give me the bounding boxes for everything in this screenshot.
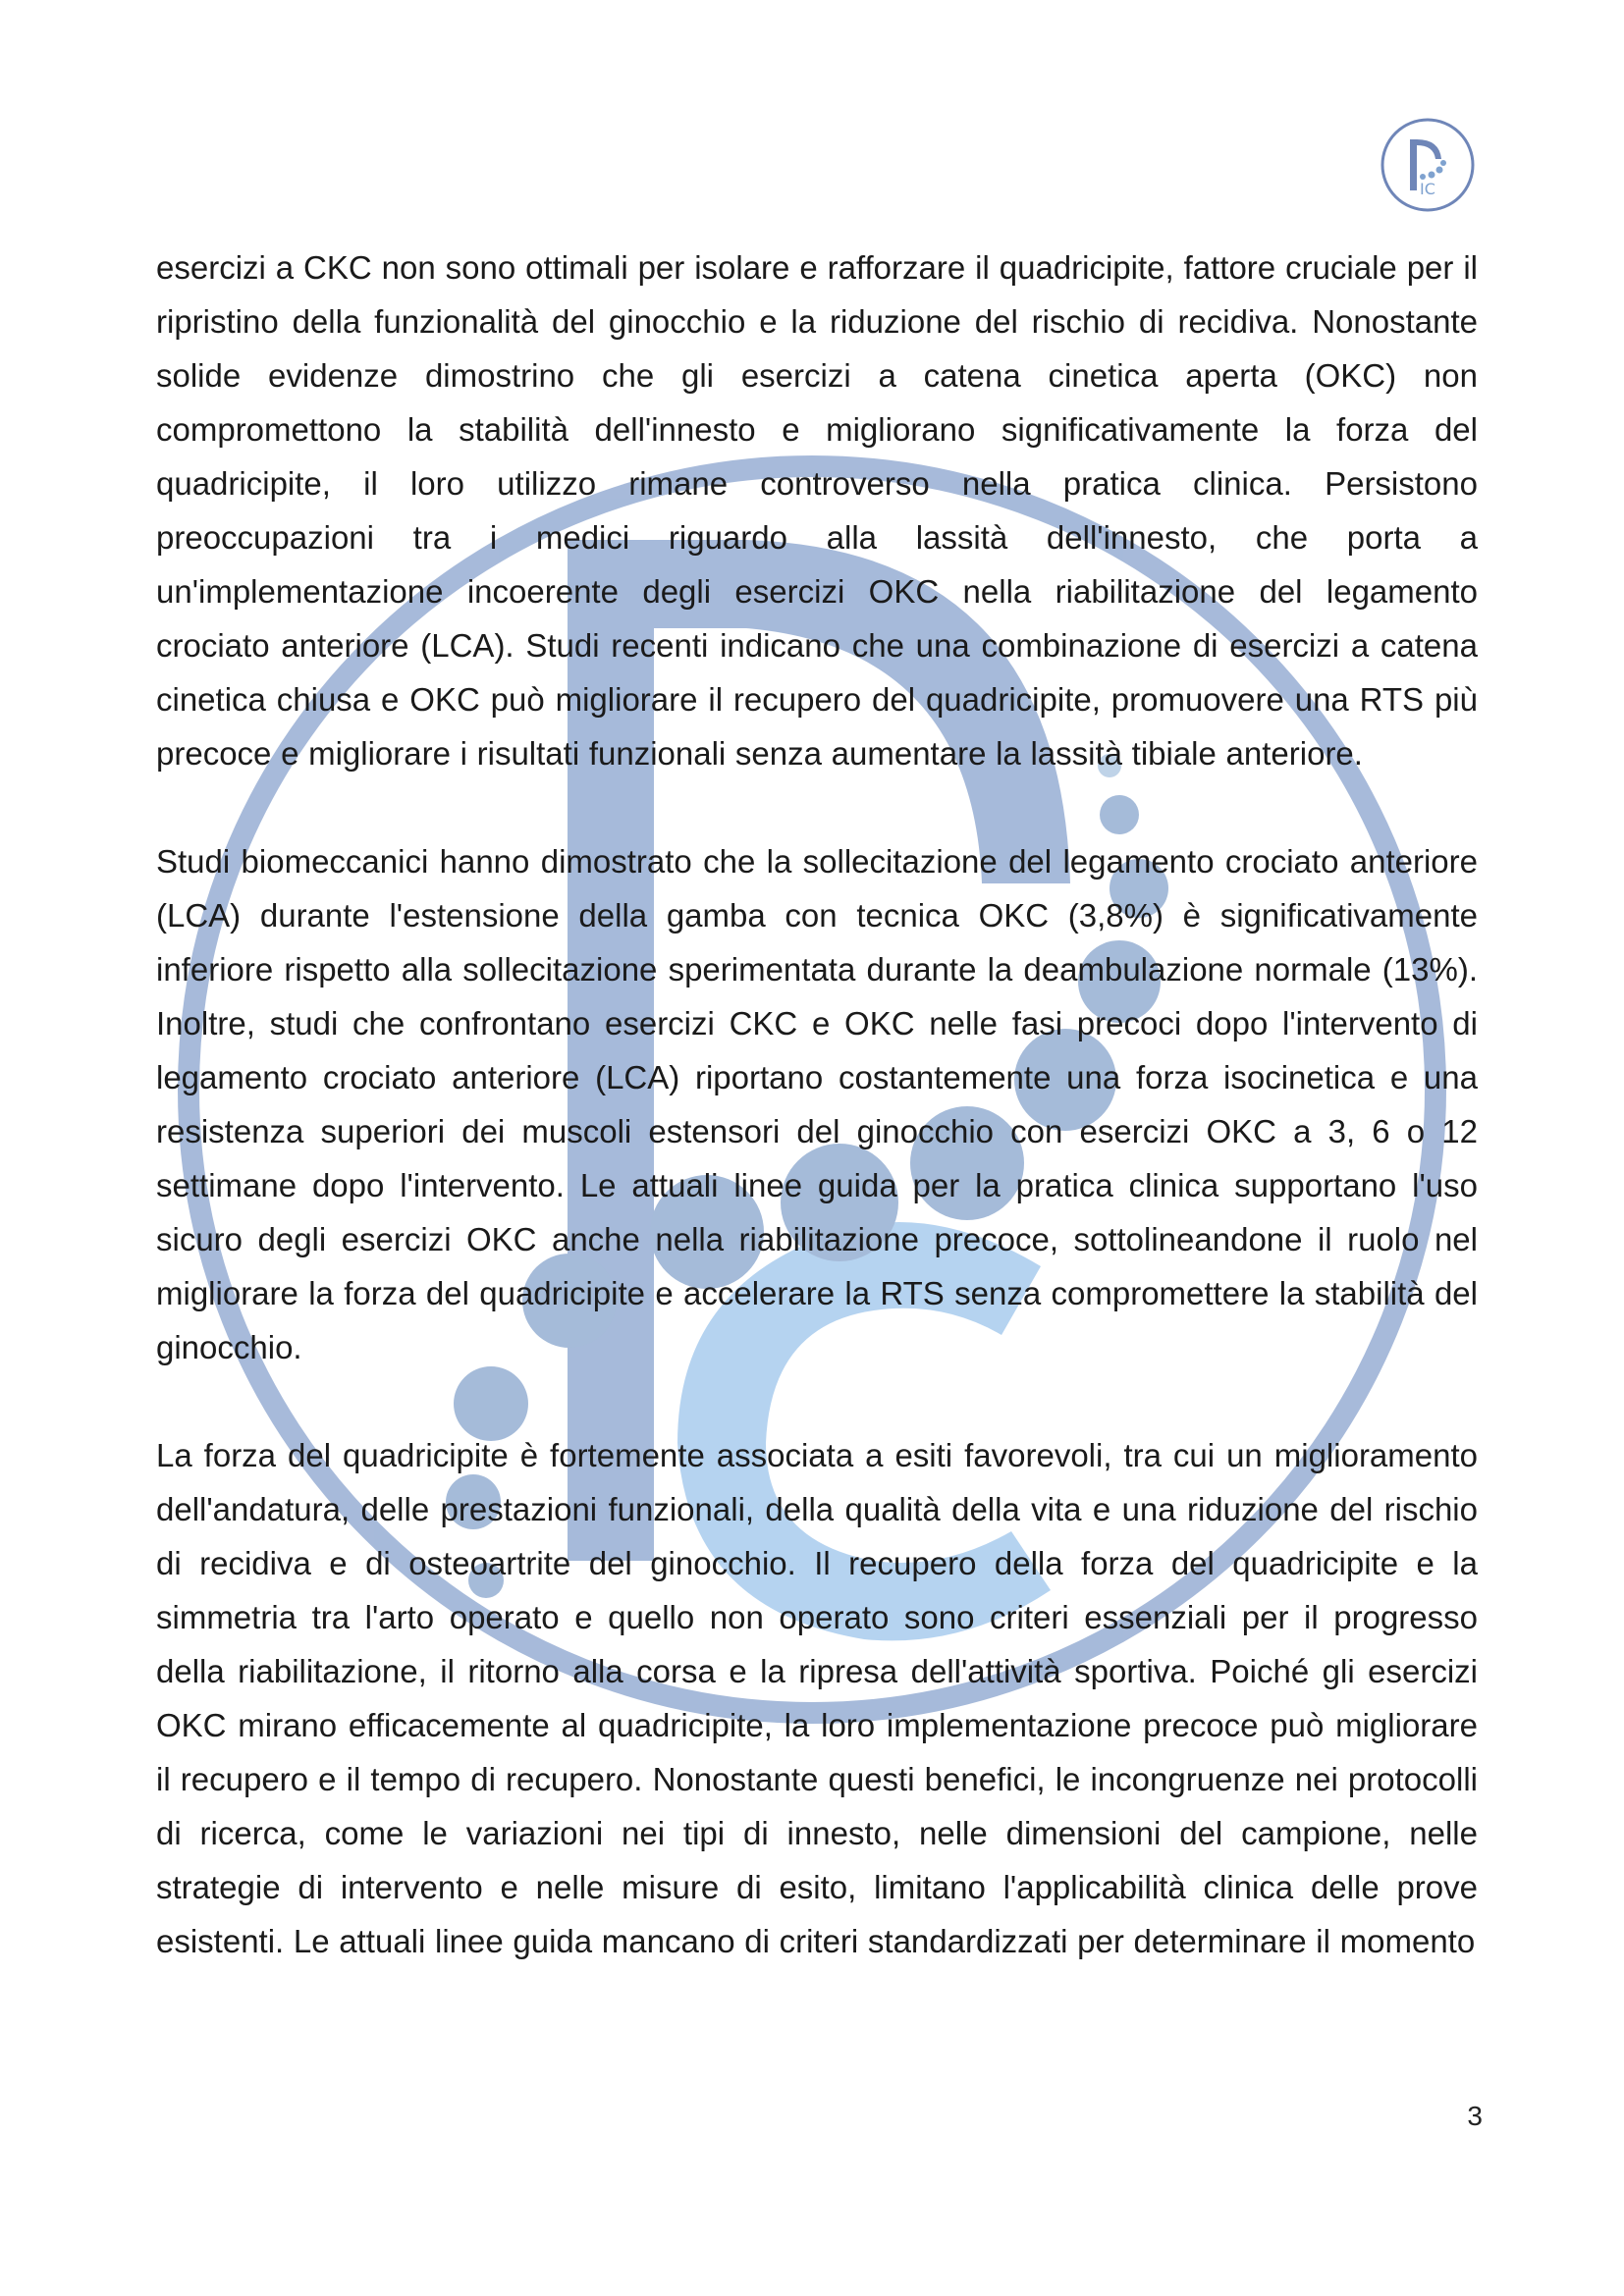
page-number: 3 xyxy=(1467,2101,1483,2131)
header-logo xyxy=(1379,116,1477,214)
body-paragraph: Studi biomeccanici hanno dimostrato che la sollecitazione del legamento crociato anteriore (LCA) durante l'estensione della gamba con tecnica OKC (3,8%) è significativamente inferiore rispetto alla sollecitazione sperimentata durante la deambulazione normale (13%). Inoltre, studi che confrontano esercizi CKC e OKC nelle fasi precoci dopo l'intervento di legamento crociato anteriore (LCA) riportano costantemente una forza isocinetica e una resistenza superiori dei muscoli estensori del ginocchio con esercizi OKC a 3, 6 o 12 settimane dopo l'intervento. Le attuali linee guida per la pratica clinica supportano l'uso sicuro degli esercizi OKC anche nella riabilitazione precoce, sottolineandone il ruolo nel migliorare la forza del quadricipite e accelerare la RTS senza compromettere la stabilità del ginocchio. xyxy=(156,843,1478,1365)
body-paragraph: La forza del quadricipite è fortemente associata a esiti favorevoli, tra cui un miglioramento dell'andatura, delle prestazioni funzionali, della qualità della vita e una riduzione del rischio di recidiva e di osteoartrite del ginocchio. Il recupero della forza del quadricipite e la simmetria tra l'arto operato e quello non operato sono criteri essenziali per il progresso della riabilitazione, il ritorno alla corsa e la ripresa dell'attività sportiva. Poiché gli esercizi OKC mirano efficacemente al quadricipite, la loro implementazione precoce può migliorare il recupero e il tempo di recupero. Nonostante questi benefici, le incongruenze nei protocolli di ricerca, come le variazioni nei tipi di innesto, nelle dimensioni del campione, nelle strategie di intervento e nelle misure di esito, limitano l'applicabilità clinica delle prove esistenti. Le attuali linee guida mancano di criteri standardizzati per determinare il momento xyxy=(156,1437,1478,1959)
svg-text:IC: IC xyxy=(1420,180,1435,198)
document-body xyxy=(156,240,1478,2022)
body-paragraph: esercizi a CKC non sono ottimali per isolare e rafforzare il quadricipite, fattore cruciale per il ripristino della funzionalità del ginocchio e la riduzione del rischio di recidiva. Nonostante solide evidenze dimostrino che gli esercizi a catena cinetica aperta (OKC) non compromettono la stabilità dell'innesto e migliorano significativamente la forza del quadricipite, il loro utilizzo rimane controverso nella pratica clinica. Persistono preoccupazioni tra i medici riguardo alla lassità dell'innesto, che porta a un'implementazione incoerente degli esercizi OKC nella riabilitazione del legamento crociato anteriore (LCA). Studi recenti indicano che una combinazione di esercizi a catena cinetica chiusa e OKC può migliorare il recupero del quadricipite, promuovere una RTS più precoce e migliorare i risultati funzionali senza aumentare la lassità tibiale anteriore. xyxy=(156,249,1478,772)
